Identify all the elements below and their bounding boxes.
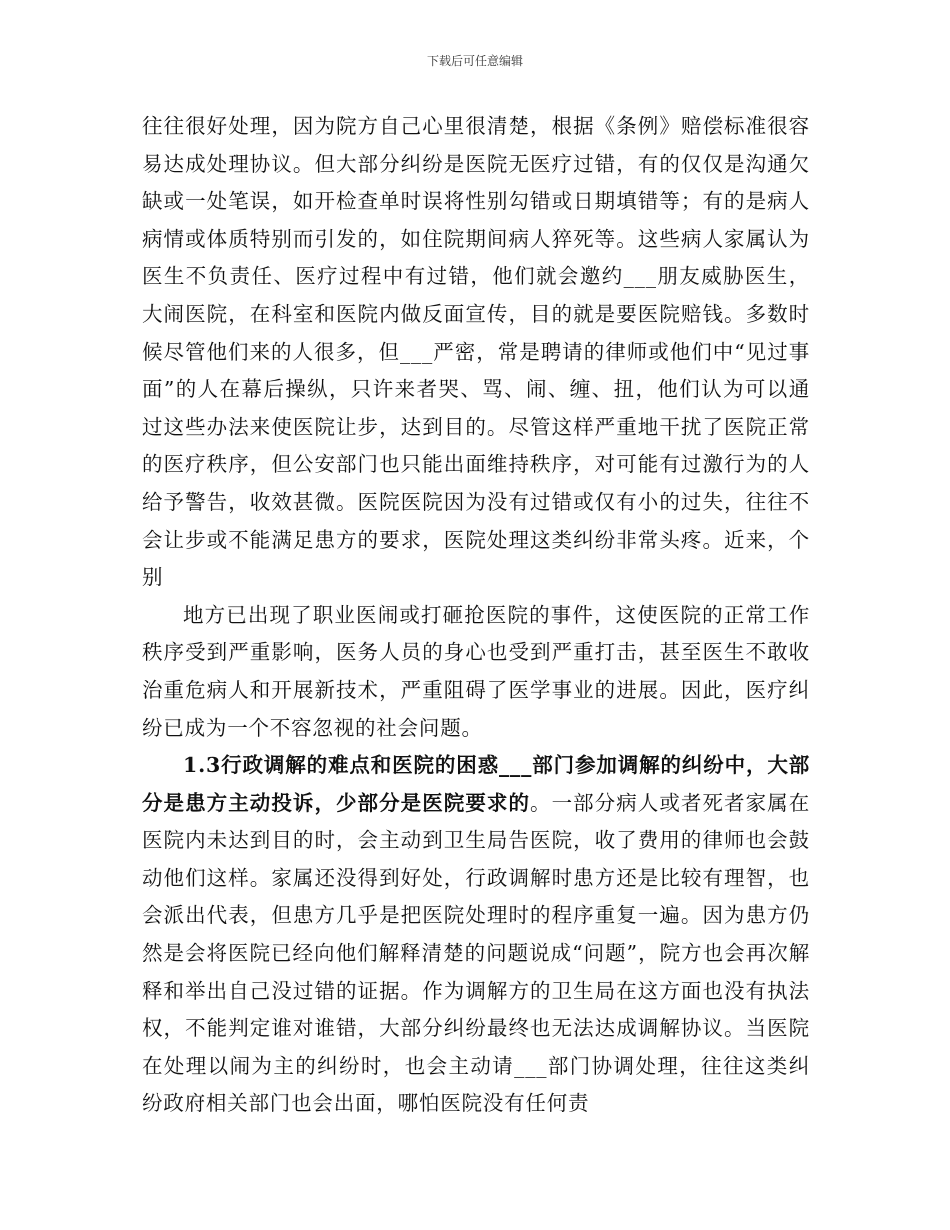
paragraph-1: 往往很好处理，因为院方自己心里很清楚，根据《条例》赔偿标准很容易达成处理协议。但大部分纠纷是医院无医疗过错，有的仅仅是沟通欠缺或一处笔误，如开检查单时误将性别勾错或日期填错等；有的是病人病情或体质特别而引发的，如住院期间病人猝死等。这些病人家属认为医生不负责任、医疗过程中有过错，他们就会邀约___朋友威胁医生，大闹医院，在科室和医院内做反面宣传，目的就是要医院赔钱。多数时候尽管他们来的人很多，但___严密，常是聘请的律师或他们中“见过事面”的人在幕后操纵，只许来者哭、骂、闹、缠、扭，他们认为可以通过这些办法来使医院让步，达到目的。尽管这样严重地干扰了医院正常的医疗秩序，但公安部门也只能出面维持秩序，对可能有过激行为的人给予警告，收效甚微。医院医院因为没有过错或仅有小的过失，往往不会让步或不能满足患方的要求，医院处理这类纠纷非常头疼。近来，个别	[142, 114, 810, 590]
paragraph-3-body: 。一部分病人或者死者家属在医院内未达到目的时，会主动到卫生局告医院，收了费用的律师也会鼓动他们这样。家属还没得到好处，行政调解时患方还是比较有理智，也会派出代表，但患方几乎是把医院处理时的程序重复一遍。因为患方仍然是会将医院已经向他们解释清楚的问题说成“问题”，院方也会再次解释和举出自己没过错的证据。作为调解方的卫生局在这方面也没有执法权，不能判定谁对谁错，大部分纠纷最终也无法达成调解协议。当医院在处理以闹为主的纠纷时，也会主动请___部门协调处理，往往这类纠纷政府相关部门也会出面，哪怕医院没有任何责	[142, 790, 810, 1116]
section-heading-1-3: 1.3行政调解的难点和医院的困惑___部门参加调解的纠纷中，大部分是患方主动投诉，少部分是医院要求的	[142, 753, 810, 815]
paragraph-3	[142, 747, 810, 1123]
document-body	[142, 108, 810, 1123]
page-header: 下载后可任意编辑	[426, 54, 523, 68]
paragraph-2: 地方已出现了职业医闹或打砸抢医院的事件，这使医院的正常工作秩序受到严重影响，医务人员的身心也受到严重打击，甚至医生不敢收治重危病人和开展新技术，严重阻碍了医学事业的进展。因此，医疗纠纷已成为一个不容忽视的社会问题。	[142, 602, 810, 740]
